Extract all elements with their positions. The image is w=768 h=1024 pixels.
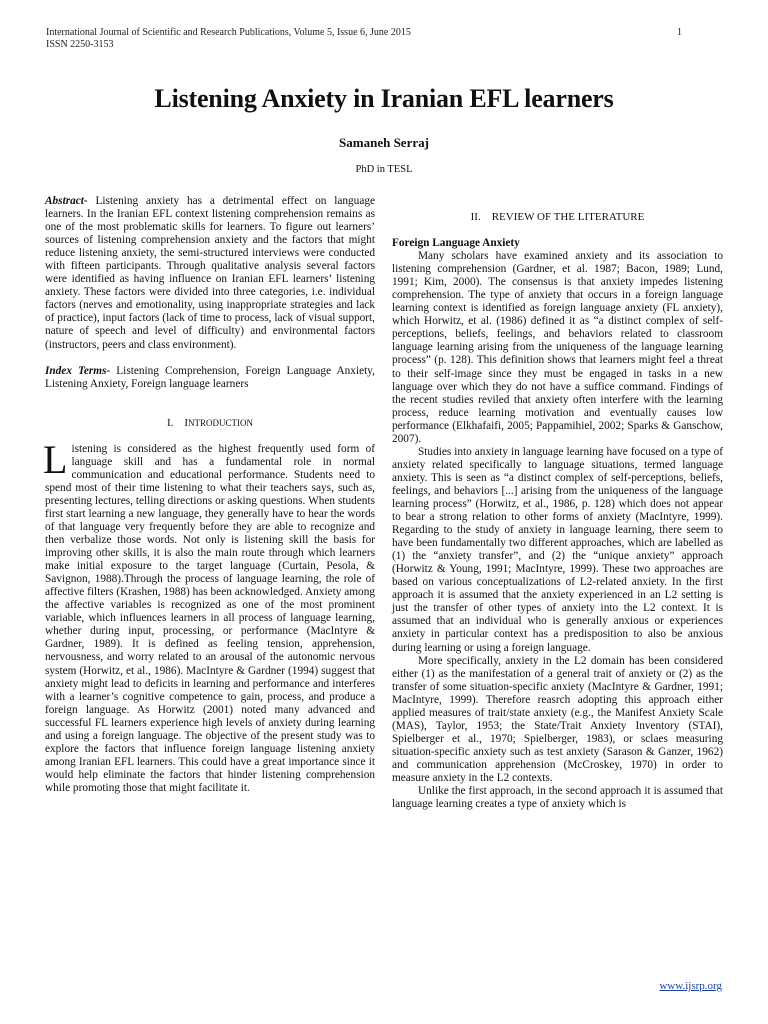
index-terms-text: - Listening Comprehension, Foreign Language Anxiety, Listening Anxiety, Foreign language learners bbox=[45, 364, 375, 390]
abstract-text: Listening anxiety has a detrimental effect on language learners. In the Iranian EFL context listening comprehension remains as one of the most problematic skills for learners. To figure out learners’ sources of listening comprehension anxiety and the factors that might reduce listening anxiety, the semi-structured interviews were conducted with fifteen participants. Through qualitative analysis several factors were identified as having influence on Iranian EFL learners’ listening anxiety. These factors were divided into three categories, i.e. individual factors (nerves and emotionality, using inappropriate strategies and lack of practice), input factors (lack of time to process, lack of visual support, nature of speech and level of difficulty) and environmental factors (instructors, peers and class environment). bbox=[45, 195, 376, 351]
introduction-body bbox=[43, 436, 375, 795]
journal-website-link[interactable]: www.ijsrp.org bbox=[659, 980, 722, 992]
issn-line: ISSN 2250-3153 bbox=[46, 39, 114, 50]
paper-title: Listening Anxiety in Iranian EFL learners bbox=[154, 84, 614, 113]
review-paragraph: Many scholars have examined anxiety and its association to listening comprehension (Gardner, et al. 1987; Bacon, 1989; Lund, 1991; Kim, 2000). The consensus is that anxiety impedes listening comprehension. The type of anxiety that occurs in a foreign language learning context is identified as foreign language anxiety (FL anxiety), which Horwitz, et al. (1986) defined it as “a distinct complex of self-perceptions, beliefs, feelings, and behaviors related to classroom language learning arising from the uniqueness of the language learning process” (p. 128). This definition shows that learners might feel a threat to their self-image since they must be engaged in tasks in a new language over which they do not have a suffice command. Findings of the recent studies reviled that anxiety often interfere with the learning process, reduce learning motivation and eventually causes low performance (Elkhafaifi, 2005; Pappamihiel, 2002; Sparks & Ganschow, 2007). bbox=[392, 250, 723, 445]
review-paragraph: More specifically, anxiety in the L2 domain has been considered either (1) as the manifestation of a general trait of anxiety or (2) as the transfer of some situation-specific anxiety (MacIntyre & Gardner, 1991; MacIntyre, 1999). Therefore reasrch adopting this approach either applied measures of trait/state anxiety (e.g., the Manifest Anxiety Scale (MAS), Taylor, 1953; the State/Trait Anxiety Inventory (STAI), Spielberger et al., 1970; Spielberger, 1983), or sclaes measuring situation-specific anxiety such as test anxiety (Sarason & Ganzer, 1962) and communication apprehension (McCroskey, 1970) in order to measure anxiety in the L2 contexts. bbox=[392, 654, 723, 784]
index-terms-label: Index Terms bbox=[45, 364, 107, 377]
abstract bbox=[45, 195, 375, 352]
review-heading: II. REVIEW OF THE LITERATURE bbox=[470, 211, 645, 223]
introduction-text: istening is considered as the highest frequently used form of language skill and has a fundamental role in normal communication and educational performance. Students need to spend most of their time listening to what their teachers says, such as, presenting lectures, telling directions or asking questions. When students first start learning a new language, they generally have to hear the words of that language very frequently before they are able to recognize and then verbalize those words. Not only is listening skill the basis for improving other skills, it is also the main route through which learners make initial exposure to the target language (Curtain, Pesola, & Savignon, 1988).Through the process of language learning, the role of affective filters (Krashen, 1988) has been acknowledged. Anxiety among the affective variables is recognized as one of the most prominent variable, which influences learners in all process of language learning, whether during input, processing, or performance (MacIntyre & Gardner, 1989). It is defined as feeling tension, apprehension, nervousness, and worry related to an arousal of the autonomic nervous system (Horwitz, et al., 1986). MacIntyre & Gardner (1994) suggest that anxiety might lead to deficits in learning and performance and interferes with a learner’s cognitive competence to gain, process, and produce a foreign language. As Horwitz (2001) noted many advanced and successful FL learners experience high levels of anxiety during learning and using a foreign language. The objective of the present study was to explore the factors that influence foreign language listening anxiety among Iranian EFL learners. This could have a great importance since it would help eliminate the factors that hinder listening comprehension while promoting those that might facilitate it. bbox=[45, 442, 375, 794]
left-column bbox=[45, 195, 375, 795]
journal-line: International Journal of Scientific and Research Publications, Volume 5, Issue 6, June 2015 bbox=[46, 27, 411, 38]
introduction-heading: I. INTRODUCTION bbox=[166, 416, 254, 429]
page-number: 1 bbox=[677, 27, 682, 38]
author-name: Samaneh Serraj bbox=[339, 135, 429, 150]
author-affiliation: PhD in TESL bbox=[355, 164, 413, 175]
right-column bbox=[392, 211, 723, 811]
review-paragraph: Unlike the first approach, in the second approach it is assumed that language learning creates a type of anxiety which is bbox=[392, 785, 723, 811]
running-header bbox=[46, 27, 411, 51]
review-paragraph: Studies into anxiety in language learning have focused on a type of anxiety related specifically to language situations, termed language anxiety. This is seen as “a distinct complex of self-perceptions, beliefs, feelings, and behaviors [...] arising from the uniqueness of the language learning process” (Horwitz, et al., 1986, p. 128) which does not appear to bear a strong relation to other forms of anxiety (MacIntyre, 1999). Regarding to the study of anxiety in language learning, there seem to have been fundamentally two different approaches, which are labelled as (1) the “anxiety transfer”, and (2) the “unique anxiety” approach (Horwitz & Young, 1991; MacIntyre, 1999). These two approaches are based on various conceptualizations of L2-related anxiety. In the first approach it is assumed that the anxiety experienced in an L2 setting is just the transfer of other types of anxiety into the L2 context. It is assumed that an individual who is generally anxious or experiences anxiety in particular context has a predisposition to also be anxious during learning or using a foreign language. bbox=[392, 445, 723, 654]
drop-cap: L bbox=[43, 436, 68, 482]
abstract-label: Abstract- bbox=[45, 195, 88, 207]
review-subheading: Foreign Language Anxiety bbox=[392, 237, 520, 250]
index-terms bbox=[45, 365, 375, 391]
